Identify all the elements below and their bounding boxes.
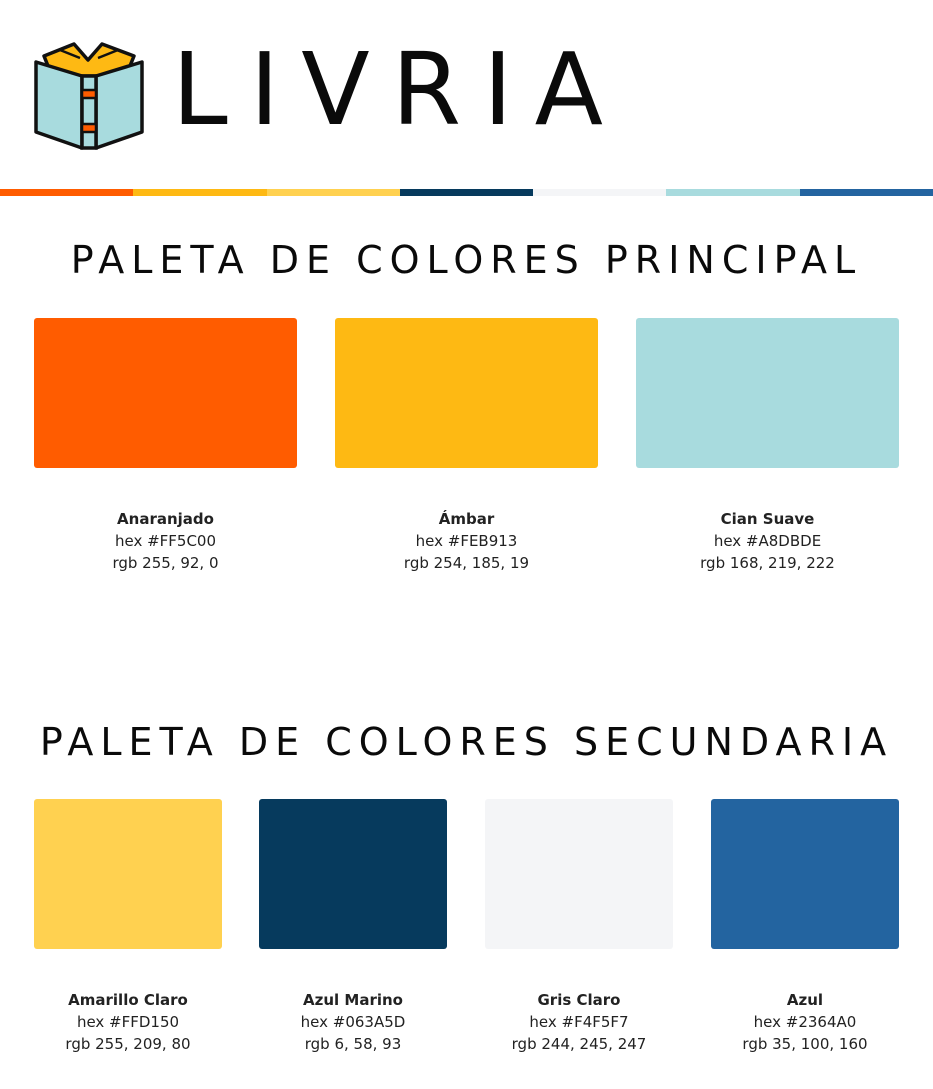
color-label-amarillo-claro [24, 989, 232, 1055]
color-name: Azul Marino [303, 991, 403, 1009]
color-name: Cian Suave [720, 510, 815, 528]
swatch-azul-marino [259, 799, 447, 949]
color-label-azul-marino [249, 989, 457, 1055]
stripe-segment [533, 189, 666, 196]
swatch-ambar [335, 318, 598, 468]
color-rgb: rgb 255, 92, 0 [112, 554, 219, 572]
color-rgb: rgb 254, 185, 19 [403, 554, 530, 572]
stripe-segment [133, 189, 266, 196]
color-hex: hex #A8DBDE [713, 532, 822, 550]
color-rgb: rgb 255, 209, 80 [65, 1035, 191, 1053]
color-rgb: rgb 6, 58, 93 [304, 1035, 402, 1053]
stripe-segment [666, 189, 799, 196]
color-rgb: rgb 35, 100, 160 [742, 1035, 868, 1053]
secondary-palette-title: PALETA DE COLORES SECUNDARIA [39, 720, 894, 764]
stripe-segment [400, 189, 533, 196]
swatch-azul [711, 799, 899, 949]
color-hex: hex #2364A0 [753, 1013, 857, 1031]
color-name: Azul [786, 991, 824, 1009]
color-rgb: rgb 168, 219, 222 [700, 554, 835, 572]
color-label-gris-claro [475, 989, 683, 1055]
stripe-segment [800, 189, 933, 196]
color-name: Ámbar [438, 510, 495, 528]
color-label-azul [701, 989, 909, 1055]
color-hex: hex #F4F5F7 [529, 1013, 629, 1031]
swatch-cian-suave [636, 318, 899, 468]
swatch-gris-claro [485, 799, 673, 949]
color-hex: hex #FEB913 [415, 532, 518, 550]
color-hex: hex #063A5D [300, 1013, 406, 1031]
color-rgb: rgb 244, 245, 247 [511, 1035, 647, 1053]
color-label-anaranjado [34, 508, 297, 574]
primary-palette-title: PALETA DE COLORES PRINCIPAL [70, 238, 863, 282]
stripe-segment [267, 189, 400, 196]
color-hex: hex #FFD150 [76, 1013, 180, 1031]
color-label-cian-suave [636, 508, 899, 574]
open-book-icon [30, 36, 148, 154]
color-label-ambar [335, 508, 598, 574]
color-name: Anaranjado [117, 510, 214, 528]
swatch-anaranjado [34, 318, 297, 468]
color-name: Amarillo Claro [68, 991, 188, 1009]
color-hex: hex #FF5C00 [114, 532, 217, 550]
color-stripe [0, 189, 933, 196]
stripe-segment [0, 189, 133, 196]
color-name: Gris Claro [537, 991, 621, 1009]
swatch-amarillo-claro [34, 799, 222, 949]
brand-name: LIVRIA [172, 31, 625, 148]
